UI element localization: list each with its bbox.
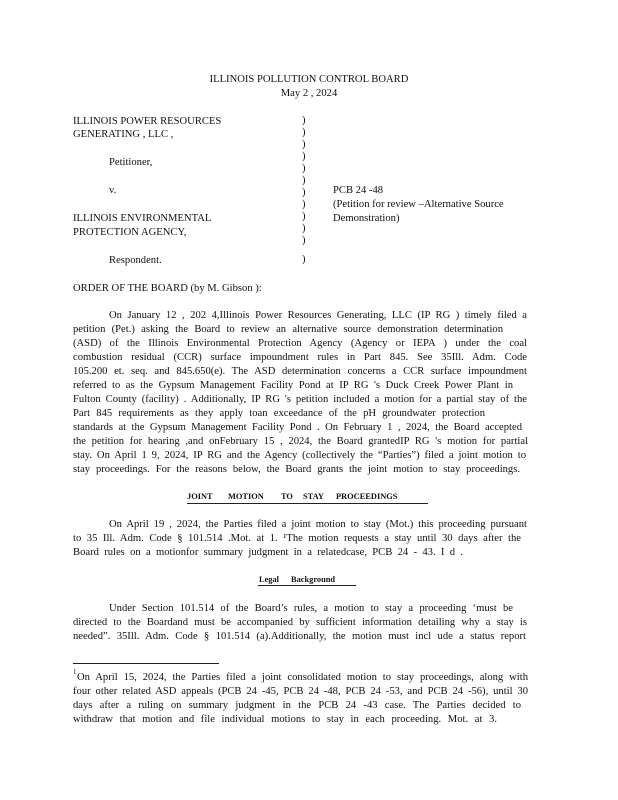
paragraph-line: petition (Pet.) asking the Board to review an alternative source demonstration determination xyxy=(73,324,503,335)
paragraph-line: stay. On April 1 9, 2024, IP RG and the Agency (collectively the “Parties”) filed a joint motion to xyxy=(73,450,526,461)
respondent-role: Respondent. xyxy=(109,255,162,266)
footnote-line: days after a ruling on summary judgment in the PCB 24 -43 case. The Parties decided to xyxy=(73,700,521,711)
paragraph-line: referred to as the Gypsum Management Facility Pond at IP RG 's Duck Creek Power Plant in xyxy=(73,380,513,391)
footnote-line: four other related ASD appeals (PCB 24 -45, PCB 24 -48, PCB 24 -53, and PCB 24 -56), until 30 xyxy=(73,686,528,697)
petitioner-name-line1: ILLINOIS POWER RESOURCES xyxy=(73,116,222,127)
footnote-marker: 1 xyxy=(73,668,77,676)
footnote-line: withdraw that motion and file individual motions to stay in each proceeding. Mot. at 3. xyxy=(73,714,497,725)
caption-paren: ) xyxy=(302,254,306,265)
board-title: ILLINOIS POLLUTION CONTROL BOARD xyxy=(209,74,409,85)
respondent-name-line1: ILLINOIS ENVIRONMENTAL xyxy=(73,213,212,224)
paragraph-line: combustion residual (CCR) surface impoundment rules in Part 845. See 35Ill. Adm. Code xyxy=(73,352,527,363)
footnote-separator xyxy=(73,663,219,664)
caption-paren: ) xyxy=(302,163,306,174)
paragraph-line: On January 12 , 202 4,Illinois Power Resources Generating, LLC (IP RG ) timely filed a xyxy=(109,310,527,321)
heading-underline xyxy=(258,585,356,586)
paragraph-line: directed to the Boardand must be accompanied by sufficient information detailing why a stay is xyxy=(73,617,527,628)
caption-paren: ) xyxy=(302,175,306,186)
heading-underline xyxy=(187,503,428,504)
heading-word: JOINT xyxy=(187,492,213,501)
case-description-line1: (Petition for review –Alternative Source xyxy=(333,199,504,210)
caption-paren: ) xyxy=(302,151,306,162)
paragraph-line: needed”. 35Ill. Adm. Code § 101.514 (a).Additionally, the motion must incl ude a status report xyxy=(73,631,526,642)
case-number: PCB 24 -48 xyxy=(333,185,384,196)
paragraph-line: the petition for hearing ,and onFebruary 15 , 2024, the Board grantedIP RG 's motion for partial xyxy=(73,436,528,447)
petitioner-name-line2: GENERATING , LLC , xyxy=(73,129,174,140)
heading-word: MOTION xyxy=(228,492,264,501)
respondent-name-line2: PROTECTION AGENCY, xyxy=(73,227,187,238)
petitioner-role: Petitioner, xyxy=(109,157,153,168)
paragraph-line: Under Section 101.514 of the Board’s rules, a motion to stay a proceeding ‘must be xyxy=(109,603,513,614)
heading-word: Background xyxy=(291,575,336,584)
paragraph-line: Part 845 requirements as they apply toan exceedance of the pH groundwater protection xyxy=(73,408,485,419)
caption-paren: ) xyxy=(302,199,306,210)
paragraph-line: (ASD) of the Illinois Environmental Protection Agency (Agency or IEPA ) under the coal xyxy=(73,338,527,349)
heading-word: STAY xyxy=(303,492,324,501)
paragraph-line: Board rules on a motionfor summary judgment in a relatedcase, PCB 24 - 43. I d . xyxy=(73,547,463,558)
paragraph-line: to 35 Ill. Adm. Code § 101.514 .Mot. at 1. ¹The motion requests a stay until 30 days after the xyxy=(73,533,521,544)
paragraph-line: Fulton County (facility) . Additionally, IP RG 's petition included a motion for a partial stay of the xyxy=(73,394,527,405)
paragraph-line: On April 19 , 2024, the Parties filed a joint motion to stay (Mot.) this proceeding pursuant xyxy=(109,519,527,530)
order-of-the-board: ORDER OF THE BOARD (by M. Gibson ): xyxy=(73,283,262,294)
caption-paren: ) xyxy=(302,139,306,150)
caption-paren: ) xyxy=(302,127,306,138)
heading-word: PROCEEDINGS xyxy=(336,492,398,501)
paragraph-line: stay proceedings. For the reasons below, the Board grants the joint motion to stay proceedings. xyxy=(73,464,520,475)
caption-paren: ) xyxy=(302,223,306,234)
paragraph-line: 105.200 et. seq. and 845.650(e). The ASD determination concerns a CCR surface impoundment xyxy=(73,366,527,377)
caption-paren: ) xyxy=(302,235,306,246)
footnote-line: On April 15, 2024, the Parties filed a joint consolidated motion to stay proceedings, along with xyxy=(77,672,528,683)
heading-word: TO xyxy=(281,492,293,501)
caption-paren: ) xyxy=(302,187,306,198)
paragraph-line: standards at the Gypsum Management Facility Pond . On February 1 , 2024, the Board accepted xyxy=(73,422,522,433)
case-description-line2: Demonstration) xyxy=(333,213,400,224)
order-date: May 2 , 2024 xyxy=(280,88,338,99)
caption-paren: ) xyxy=(302,211,306,222)
caption-paren: ) xyxy=(302,115,306,126)
versus: v. xyxy=(109,185,117,196)
heading-word: Legal xyxy=(259,575,280,584)
